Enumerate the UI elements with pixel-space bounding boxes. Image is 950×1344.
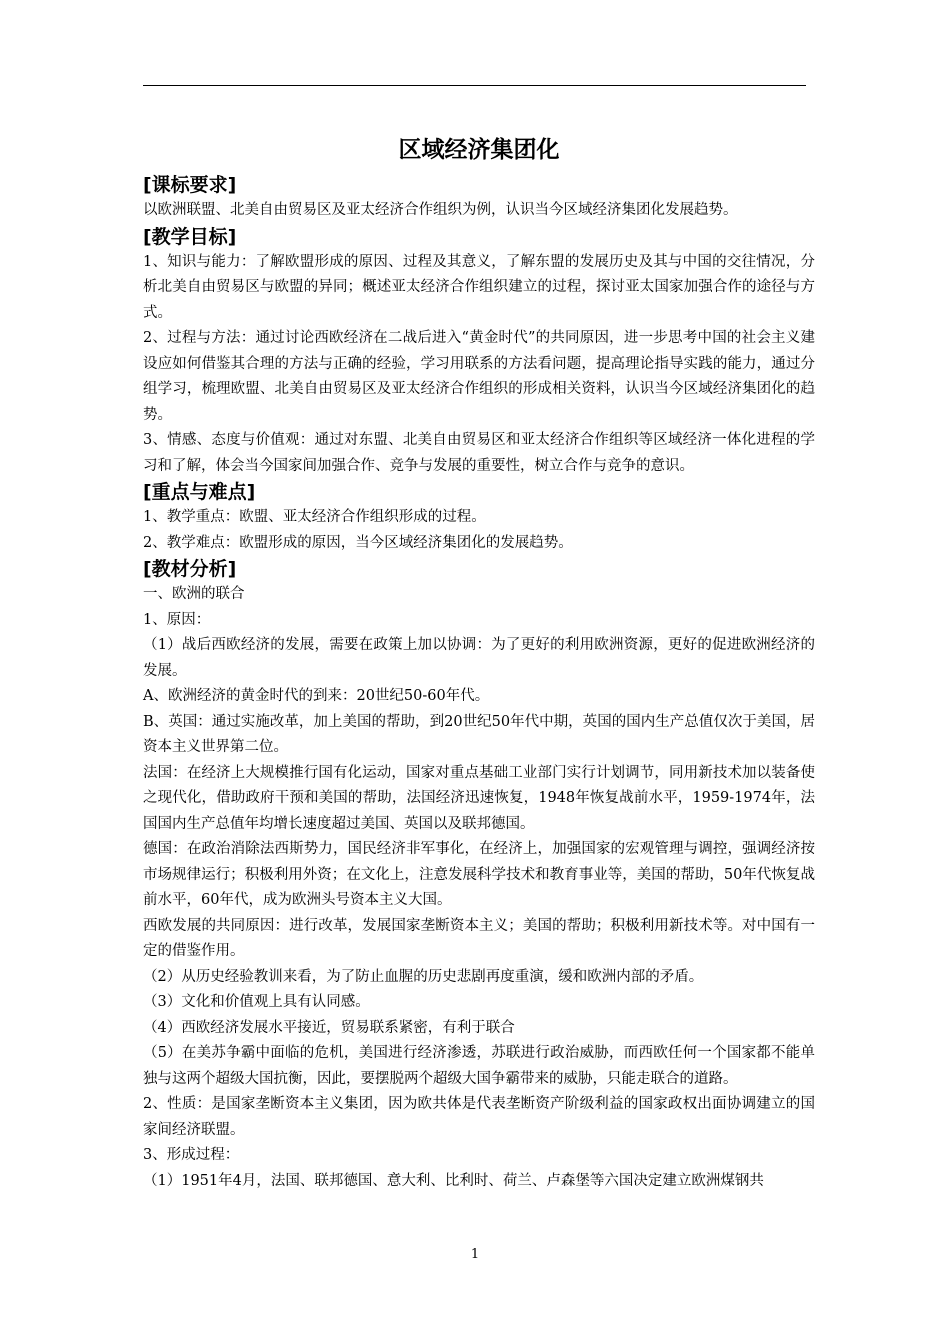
paragraph: 3、形成过程： <box>143 1147 240 1163</box>
paragraph: （4）西欧经济发展水平接近，贸易联系紧密，有利于联合 <box>143 1019 515 1036</box>
paragraph: 3、情感、态度与价值观：通过对东盟、北美自由贸易区和亚太经济合作组织等区域经济一体化进程的学习和了解，体会当今国家间加强合作、竞争与发展的重要性，树立合作与竞争的意识。 <box>143 432 815 474</box>
header-rule <box>143 85 806 86</box>
paragraph: 2、教学难点：欧盟形成的原因，当今区域经济集团化的发展趋势。 <box>143 534 573 551</box>
section-heading: [教学目标] <box>143 225 237 248</box>
paragraph: 以欧洲联盟、北美自由贸易区及亚太经济合作组织为例，认识当今区域经济集团化发展趋势。 <box>143 202 738 218</box>
paragraph: 德国：在政治消除法西斯势力，国民经济非军事化，在经济上，加强国家的宏观管理与调控，强调经济按市场规律运行；积极利用外资；在文化上，注意发展科学技术和教育事业等，美国的帮助，50年代恢复战前水平，60年代，成为欧洲头号资本主义大国。 <box>143 841 815 908</box>
paragraph: （1）1951年4月，法国、联邦德国、意大利、比利时、荷兰、卢森堡等六国决定建立欧洲煤钢共 <box>143 1172 764 1189</box>
document-title: 区域经济集团化 <box>398 137 560 163</box>
paragraph: A、欧洲经济的黄金时代的到来：20世纪50-60年代。 <box>143 688 490 704</box>
paragraph: 法国：在经济上大规模推行国有化运动，国家对重点基础工业部门实行计划调节，同用新技术加以装备使之现代化，借助政府干预和美国的帮助，法国经济迅速恢复，1948年恢复战前水平，1959-1974年，法国国内生产总值年均增长速度超过美国、英国以及联邦德国。 <box>143 764 815 832</box>
section-keypoints <box>143 479 815 556</box>
section-objectives <box>143 224 815 480</box>
paragraph: B、英国：通过实施改革，加上美国的帮助，到20世纪50年代中期，英国的国内生产总值仅次于美国，居资本主义世界第二位。 <box>143 713 815 755</box>
paragraph: 西欧发展的共同原因：进行改革，发展国家垄断资本主义；美国的帮助；积极利用新技术等。对中国有一定的借鉴作用。 <box>143 917 815 959</box>
paragraph: 2、性质：是国家垄断资本主义集团，因为欧共体是代表垄断资产阶级利益的国家政权出面协调建立的国家间经济联盟。 <box>143 1096 815 1138</box>
page-number: 1 <box>470 1247 480 1262</box>
section-requirements <box>143 172 815 224</box>
section-analysis <box>143 556 815 1194</box>
paragraph: 1、知识与能力：了解欧盟形成的原因、过程及其意义，了解东盟的发展历史及其与中国的交往情况，分析北美自由贸易区与欧盟的异同；概述亚太经济合作组织建立的过程，探讨亚太国家加强合作的途径与方式。 <box>143 253 815 321</box>
paragraph: 1、原因： <box>143 611 211 628</box>
paragraph: （2）从历史经验教训来看，为了防止血腥的历史悲剧再度重演，缓和欧洲内部的矛盾。 <box>143 968 704 985</box>
paragraph: （1）战后西欧经济的发展，需要在政策上加以协调：为了更好的利用欧洲资源，更好的促进欧洲经济的发展。 <box>143 637 815 679</box>
paragraph: （3）文化和价值观上具有认同感。 <box>143 994 370 1010</box>
section-heading: [教材分析] <box>143 558 237 580</box>
section-heading: [重点与难点] <box>143 481 256 503</box>
paragraph: 1、教学重点：欧盟、亚太经济合作组织形成的过程。 <box>143 509 486 525</box>
paragraph: 一、欧洲的联合 <box>143 586 245 602</box>
document-body <box>143 130 815 1194</box>
paragraph: 2、过程与方法：通过讨论西欧经济在二战后进入“黄金时代”的共同原因，进一步思考中国的社会主义建设应如何借鉴其合理的方法与正确的经验，学习用联系的方法看问题，提高理论指导实践的能力，通过分组学习，梳理欧盟、北美自由贸易区及亚太经济合作组织的形成相关资料，认识当今区域经济集团化的趋势。 <box>143 330 815 423</box>
paragraph: （5）在美苏争霸中面临的危机，美国进行经济渗透，苏联进行政治威胁，而西欧任何一个国家都不能单独与这两个超级大国抗衡，因此，要摆脱两个超级大国争霸带来的威胁，只能走联合的道路。 <box>143 1045 815 1087</box>
section-heading: [课标要求] <box>143 174 237 196</box>
